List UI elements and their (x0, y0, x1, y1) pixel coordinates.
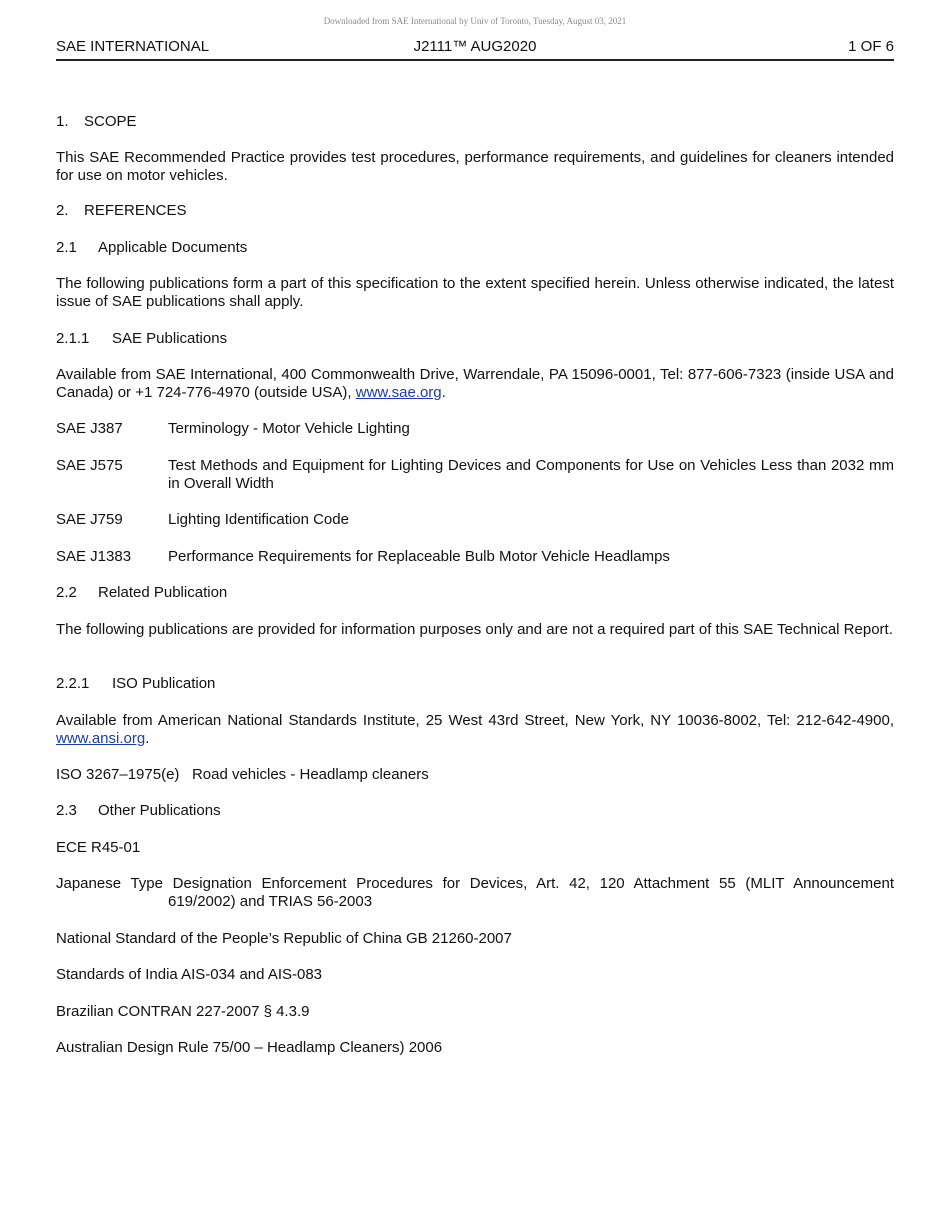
reference-title: Performance Requirements for Replaceable Bulb Motor Vehicle Headlamps (168, 548, 670, 565)
section-number: 2.2 (56, 584, 77, 601)
section-number: 2.1.1 (56, 330, 90, 347)
section-2-3-heading (56, 802, 221, 820)
download-watermark: Downloaded from SAE International by Univ of Toronto, Tuesday, August 03, 2021 (323, 16, 627, 26)
applicable-documents-paragraph: The following publications form a part of this specification to the extent specified herein. Unless otherwise indicated, the latest issue of SAE publications shall apply. (56, 275, 894, 310)
iso-reference-row (56, 766, 894, 784)
period: . (441, 384, 446, 401)
header-org: SAE INTERNATIONAL (56, 38, 210, 55)
other-publication-item: Japanese Type Designation Enforcement Procedures for Devices, Art. 42, 120 Attachment 55 (MLIT Announcement 619/2002) and TRIAS 56-2003 (56, 875, 894, 910)
period: . (145, 730, 150, 747)
scope-paragraph: This SAE Recommended Practice provides test procedures, performance requirements, and guidelines for cleaners intended for use on motor vehicles. (56, 149, 894, 184)
section-title: SAE Publications (112, 330, 228, 347)
other-publication-item: National Standard of the People’s Republic of China GB 21260-2007 (56, 930, 512, 947)
section-2-1-heading (56, 239, 247, 257)
reference-code: SAE J759 (56, 511, 123, 528)
section-title: Applicable Documents (98, 239, 248, 256)
section-title: REFERENCES (84, 202, 187, 219)
other-publication-item: ECE R45-01 (56, 839, 141, 856)
section-number: 1. (56, 113, 69, 130)
sae-availability-paragraph (56, 366, 894, 402)
section-1-heading (56, 113, 137, 131)
other-publication-item: Standards of India AIS-034 and AIS-083 (56, 966, 323, 983)
header-page-number: 1 OF 6 (848, 38, 894, 55)
section-number: 2.1 (56, 239, 77, 256)
reference-code: SAE J1383 (56, 548, 132, 565)
section-2-2-1-heading (56, 675, 215, 693)
section-2-heading (56, 202, 187, 220)
section-2-2-heading (56, 584, 227, 602)
related-publication-paragraph: The following publications are provided for information purposes only and are not a required part of this SAE Technical Report. (56, 621, 893, 638)
header-doc-id: J2111™ AUG2020 (413, 38, 537, 55)
reference-code: SAE J575 (56, 457, 123, 474)
ansi-website-link[interactable]: www.ansi.org (56, 730, 146, 747)
reference-title: Road vehicles - Headlamp cleaners (191, 766, 429, 783)
section-title: Related Publication (98, 584, 228, 601)
ansi-availability-text: Available from American National Standards Institute, 25 West 43rd Street, New York, NY 10036-8002, Tel: 212-642-4900, (56, 712, 894, 729)
reference-title: Lighting Identification Code (168, 511, 349, 528)
section-2-1-1-heading (56, 330, 227, 348)
other-publication-item: Australian Design Rule 75/00 – Headlamp Cleaners) 2006 (56, 1039, 443, 1056)
page-header (56, 38, 894, 61)
ansi-availability-paragraph (56, 712, 894, 748)
reference-title: Test Methods and Equipment for Lighting Devices and Components for Use on Vehicles Less than 2032 mm in Overall Width (168, 457, 894, 492)
reference-title: Terminology - Motor Vehicle Lighting (168, 420, 410, 437)
section-title: SCOPE (84, 113, 137, 130)
other-publication-item: Brazilian CONTRAN 227-2007 § 4.3.9 (56, 1003, 310, 1020)
section-number: 2.2.1 (56, 675, 90, 692)
reference-code: ISO 3267–1975(e) (56, 766, 180, 783)
sae-website-link[interactable]: www.sae.org (355, 384, 442, 401)
section-title: Other Publications (98, 802, 221, 819)
section-number: 2. (56, 202, 69, 219)
sae-availability-text: Available from SAE International, 400 Commonwealth Drive, Warrendale, PA 15096-0001, Tel: 877-606-7323 (inside USA and Canada) or +1 724-776-4970 (outside USA), (56, 366, 894, 401)
section-title: ISO Publication (112, 675, 216, 692)
section-number: 2.3 (56, 802, 77, 819)
reference-code: SAE J387 (56, 420, 123, 437)
